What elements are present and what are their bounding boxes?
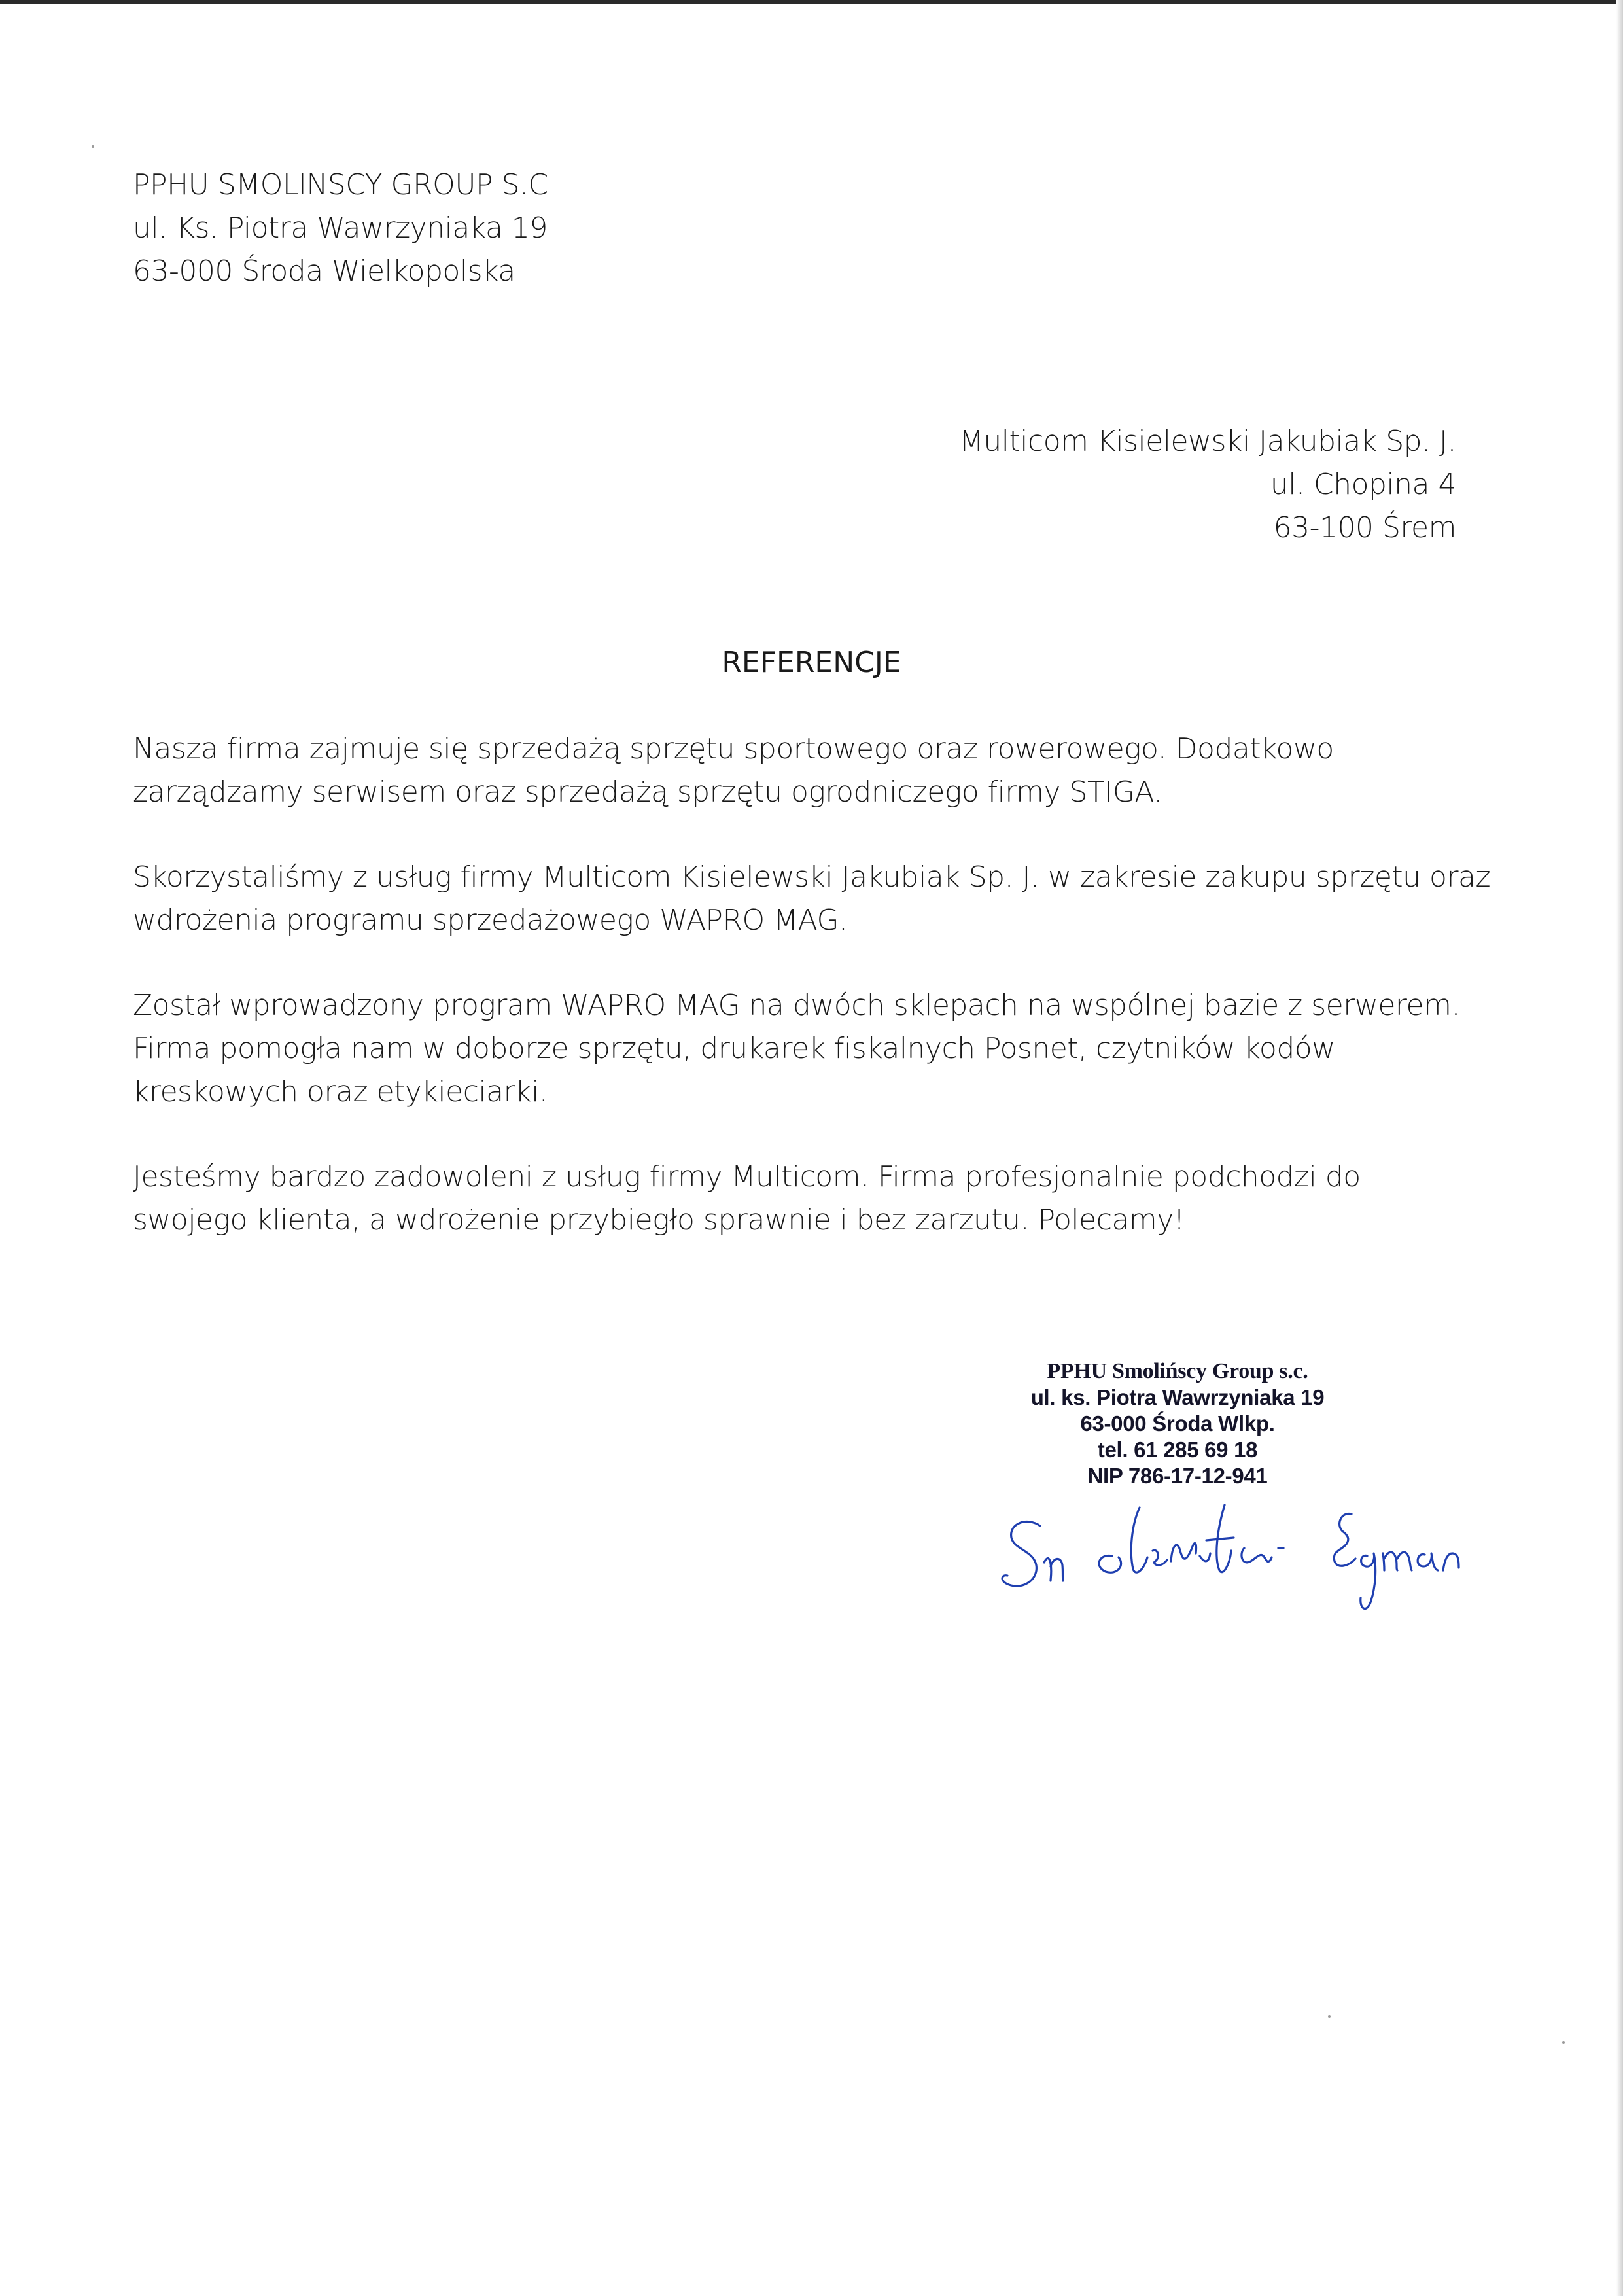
letter-body [133,728,1493,1284]
stamp-city: 63-000 Środa Wlkp. [1080,1411,1275,1436]
scan-right-edge [1616,0,1623,2296]
company-stamp [1007,1358,1348,1489]
scan-speck [1328,2015,1331,2018]
stamp-street: ul. ks. Piotra Wawrzyniaka 19 [1030,1385,1325,1409]
recipient-street: ul. Chopina 4 [1270,468,1456,501]
sender-street: ul. Ks. Piotra Wawrzyniaka 19 [133,211,548,245]
stamp-phone: tel. 61 285 69 18 [1097,1438,1258,1462]
body-line: Skorzystaliśmy z usług firmy Multicom Kisielewski Jakubiak Sp. J. w zakresie zakupu sprzętu oraz [133,860,1491,894]
sender-company: PPHU SMOLINSCY GROUP S.C [133,168,548,202]
body-line: swojego klienta, a wdrożenie przybiegło sprawnie i bez zarzutu. Polecamy! [133,1203,1185,1237]
body-line: Firma pomogła nam w doborze sprzętu, drukarek fiskalnych Posnet, czytników kodów [133,1032,1335,1065]
handwritten-signature [1001,1485,1485,1623]
paragraph-services [133,856,1493,942]
scan-speck [92,145,94,148]
body-line: wdrożenia programu sprzedażowego WAPRO MAG. [133,904,848,937]
sender-city: 63-000 Środa Wielkopolska [133,255,515,288]
recipient-address [959,420,1456,550]
recipient-company: Multicom Kisielewski Jakubiak Sp. J. [958,425,1456,458]
sender-address [133,164,548,293]
body-line: Został wprowadzony program WAPRO MAG na dwóch sklepach na wspólnej bazie z serwerem. [133,989,1460,1022]
letter-title: REFERENCJE [722,646,901,679]
scan-top-edge [0,0,1623,4]
scan-speck [1562,2041,1565,2044]
body-line: kreskowych oraz etykieciarki. [133,1075,548,1108]
body-line: Jesteśmy bardzo zadowoleni z usług firmy Multicom. Firma profesjonalnie podchodzi do [133,1160,1361,1193]
paragraph-business [133,728,1493,814]
stamp-nip: NIP 786-17-12-941 [1087,1464,1268,1488]
body-line: Nasza firma zajmuje się sprzedażą sprzętu sportowego oraz rowerowego. Dodatkowo [133,732,1334,766]
paragraph-recommendation [133,1156,1493,1242]
recipient-city: 63-100 Śrem [1273,511,1456,544]
body-line: zarządzamy serwisem oraz sprzedażą sprzętu ogrodniczego firmy STIGA. [133,775,1162,809]
stamp-company: PPHU Smolińscy Group s.c. [1047,1359,1308,1383]
paragraph-implementation [133,984,1493,1114]
